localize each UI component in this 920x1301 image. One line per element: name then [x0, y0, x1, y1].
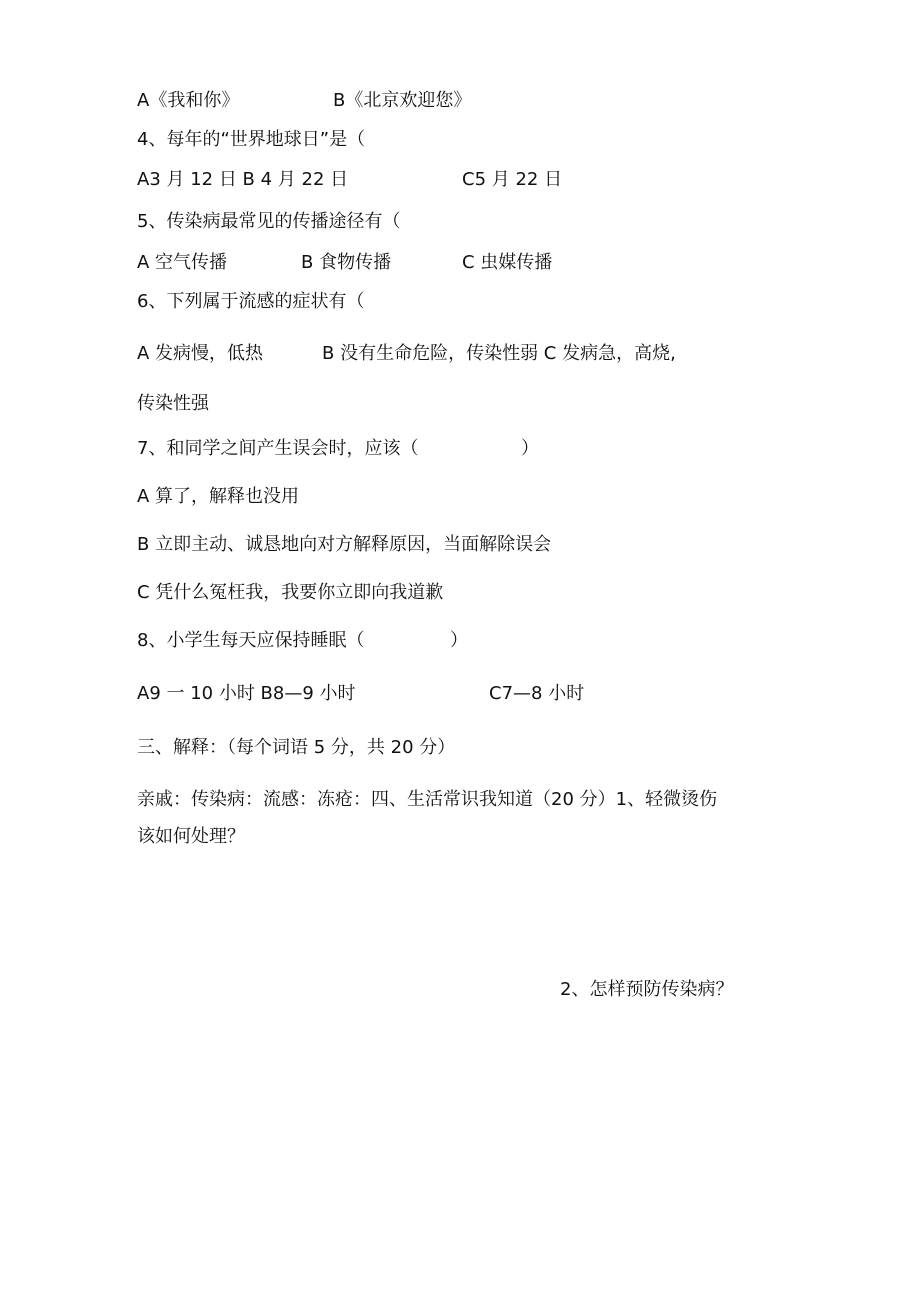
q6-options-bc: B 没有生命危险，传染性弱 C 发病急，高烧, [322, 343, 676, 364]
q7-option-b: B 立即主动、诚恳地向对方解释原因，当面解除误会 [137, 534, 552, 555]
q7-option-a: A 算了，解释也没用 [137, 486, 300, 507]
q5-option-a: A 空气传播 [137, 252, 228, 273]
q8-options-ab: A9 一 10 小时 B8—9 小时 [137, 683, 356, 704]
q5-option-b: B 食物传播 [301, 252, 392, 273]
q7-close-paren: ） [521, 438, 539, 459]
prevent-disease-question: 2、怎样预防传染病？ [560, 979, 734, 1000]
terms-line-1: 亲戚：传染病：流感：冻疮：四、生活常识我知道（20 分）1、轻微烫伤 [137, 789, 718, 810]
q5-option-c: C 虫媒传播 [462, 252, 553, 273]
q7-option-c: C 凭什么冤枉我，我要你立即向我道歉 [137, 582, 444, 603]
q8-question: 8、小学生每天应保持睡眠（ [137, 630, 365, 651]
q7-question: 7、和同学之间产生误会时，应该（ [137, 438, 419, 459]
q8-close-paren: ） [450, 630, 468, 651]
q8-option-c: C7—8 小时 [489, 683, 585, 704]
q3-option-a: A《我和你》 [137, 90, 240, 111]
q5-question: 5、传染病最常见的传播途径有（ [137, 211, 401, 232]
q6-option-c-continued: 传染性强 [137, 393, 209, 414]
q4-question: 4、每年的“世界地球日”是（ [137, 129, 366, 150]
q3-option-b: B《北京欢迎您》 [333, 90, 472, 111]
terms-line-2: 该如何处理？ [137, 826, 245, 847]
q4-option-c: C5 月 22 日 [462, 169, 563, 190]
q6-question: 6、下列属于流感的症状有（ [137, 291, 365, 312]
q4-options-ab: A3 月 12 日 B 4 月 22 日 [137, 169, 349, 190]
q6-option-a: A 发病慢，低热 [137, 343, 264, 364]
section-3-title: 三、解释：（每个词语 5 分，共 20 分） [137, 737, 456, 758]
